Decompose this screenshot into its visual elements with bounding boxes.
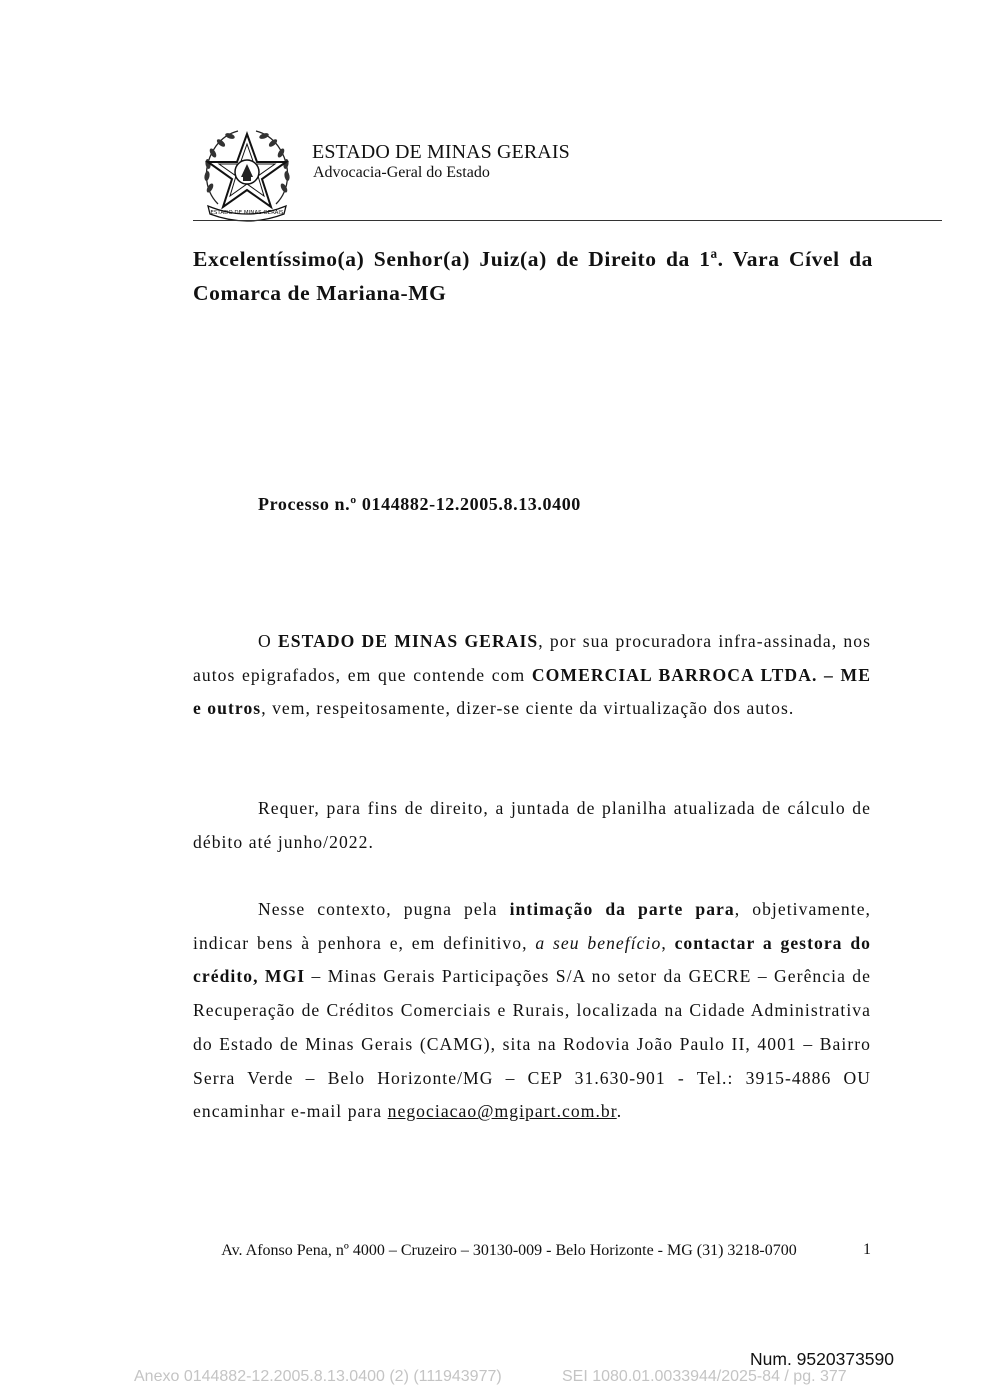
- annex-reference: Anexo 0144882-12.2005.8.13.0400 (2) (111943977): [134, 1368, 502, 1385]
- paragraph-virtualization: O ESTADO DE MINAS GERAIS, por sua procuradora infra-assinada, nos autos epigrafados, em que contende com COMERCIAL BARROCA LTDA. – ME e outros, vem, respeitosamente, dizer-se ciente da virtualização dos autos.: [193, 631, 872, 719]
- page-number: 1: [863, 1241, 871, 1258]
- sei-reference: SEI 1080.01.0033944/2025-84 / pg. 377: [562, 1368, 847, 1385]
- header-state-title: ESTADO DE MINAS GERAIS: [312, 141, 570, 163]
- svg-text:ESTADO DE MINAS GERAIS: ESTADO DE MINAS GERAIS: [210, 210, 284, 216]
- paragraph-intimation: Nesse contexto, pugna pela intimação da parte para, objetivamente, indicar bens à penhora e, em definitivo, a seu benefício, contactar a gestora do crédito, MGI – Minas Gerais Participações S/A no setor da GECRE – Gerência de Recuperação de Créditos Comerciais e Rurais, localizada na Cidade Administrativa do Estado de Minas Gerais (CAMG), sita na Rodovia João Paulo II, 4001 – Bairro Serra Verde – Belo Horizonte/MG – CEP 31.630-901 - Tel.: 3915-4886 OU encaminhar e-mail para negociacao@mgipart.com.br.: [193, 899, 872, 1122]
- paragraph-request: Requer, para fins de direito, a juntada de planilha atualizada de cálculo de débito até junho/2022.: [193, 798, 871, 852]
- header-agency-subtitle: Advocacia-Geral do Estado: [313, 164, 490, 181]
- document-number-stamp: Num. 9520373590: [750, 1349, 894, 1369]
- header-divider: [193, 220, 942, 221]
- footer-address: Av. Afonso Pena, nº 4000 – Cruzeiro – 30130-009 - Belo Horizonte - MG (31) 3218-0700: [221, 1242, 797, 1259]
- judge-address-heading: Excelentíssimo(a) Senhor(a) Juiz(a) de Direito da 1ª. Vara Cível da Comarca de Mariana-MG: [193, 247, 873, 305]
- coat-of-arms-seal-icon: [198, 126, 296, 222]
- process-number: Processo n.º 0144882-12.2005.8.13.0400: [258, 494, 581, 514]
- email-link[interactable]: negociacao@mgipart.com.br: [387, 1101, 617, 1122]
